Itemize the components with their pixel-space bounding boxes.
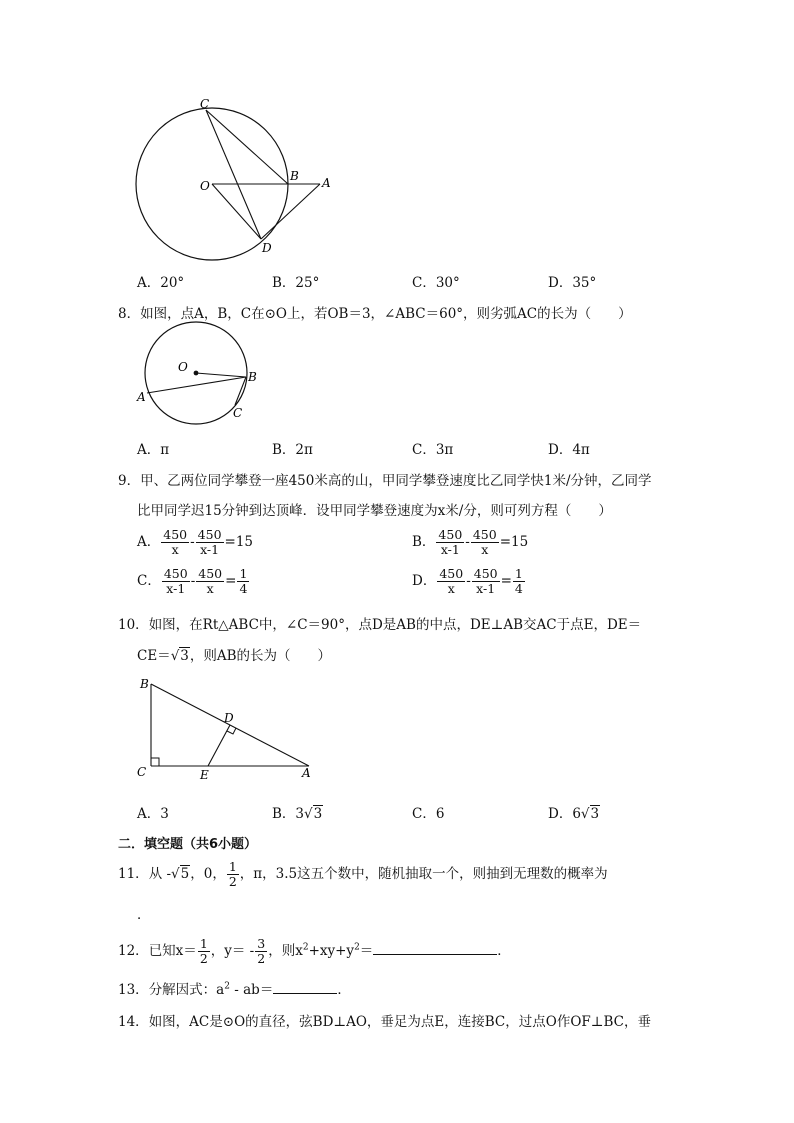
q7-option-d: D．35° [548,275,597,291]
q10-text1: 如图，在Rt△ABC中，∠C＝90°，点D是AB的中点，DE⊥AB交AC于点E，DE＝ [148,617,642,633]
q11-line1 [118,860,608,889]
radicand: 3 [590,806,600,822]
q7-option-b: B．25° [272,275,320,291]
denominator: x-1 [440,542,460,557]
q12-equals: ＝ [359,943,374,959]
denominator: x [171,542,179,557]
q9-option-d [412,567,526,596]
option-label: A． [137,534,161,550]
numerator: 450 [473,566,498,581]
label-b: B [248,370,257,384]
right-angle-c [151,758,159,766]
option-text: B．3 [272,806,305,822]
sqrt-sign: √ [304,806,313,822]
sqrt-sign: √ [170,648,180,664]
q7-option-c: C．30° [412,275,460,291]
q9-option-c [137,567,250,596]
segment-ob [196,373,246,377]
option-text: D．6 [548,806,581,822]
q8-option-c: C．3π [412,442,454,458]
label-d: D [262,241,272,255]
rhs: =15 [499,534,529,550]
q8-number: 8． [118,306,141,322]
denominator: 2 [199,951,208,966]
q9-line2: 比甲同学迟15分钟到达顶峰．设甲同学攀登速度为x米/分，则可列方程（ ） [137,503,612,519]
equals: = [500,573,512,589]
operator: - [466,573,471,589]
radicand: 3 [180,648,189,664]
fraction [513,567,525,596]
radicand: 3 [313,806,323,822]
q10-line1 [118,613,641,633]
q14-number: 14． [118,1014,149,1030]
label-a: A [322,176,331,190]
option-label: B． [412,534,436,550]
operator: - [190,573,196,589]
label-c: C [137,765,147,779]
q9-option-a [137,528,253,557]
q10-option-a: A．3 [137,806,169,822]
q10-option-c: C．6 [412,806,445,822]
fraction [255,937,267,966]
q13-number: 13． [118,982,149,998]
denominator: x [481,542,489,557]
fraction [436,528,464,557]
q12-post: ，则x [268,943,303,959]
q10-line2 [137,644,331,664]
denominator: 2 [257,951,266,966]
label-e: E [200,768,209,782]
fraction [472,567,500,596]
q11-post: ，π，3.5这五个数中，随机抽取一个，则抽到无理数的概率为 [239,866,608,882]
numerator: 450 [163,566,188,581]
q11-mid: ，0， [190,866,226,882]
segment-cb [206,110,288,184]
q14-line [118,1010,651,1030]
segment-cd [206,110,261,239]
q8-option-d: D．4π [548,442,590,458]
segment-ad [261,184,320,239]
numerator: 450 [198,566,223,581]
q9-number: 9． [118,473,141,489]
fraction [162,567,190,596]
option-label: C． [137,573,161,589]
q14-text: 如图，AC是⊙O的直径，弦BD⊥AO，垂足为点E，连接BC，过点O作OF⊥BC，垂 [148,1014,651,1030]
q7-figure [130,92,340,262]
segment-de [208,725,230,766]
fraction [198,937,210,966]
fraction [196,528,224,557]
q10-figure [134,674,324,786]
superscript: 2 [354,942,360,953]
denominator: 2 [228,874,237,889]
numerator: 1 [239,566,248,581]
q7-option-a: A．20° [137,275,185,291]
q11-number: 11． [118,866,149,882]
radicand: 5 [180,866,190,882]
numerator: 450 [439,566,464,581]
operator: - [465,534,470,550]
denominator: x [447,581,455,596]
denominator: x [206,581,214,596]
label-b: B [290,169,299,183]
q9-text1: 甲、乙两位同学攀登一座450米高的山，甲同学攀登速度比乙同学快1米/分钟，乙同学 [140,473,652,489]
fraction [437,567,465,596]
q11-pre: 从 - [148,866,172,882]
denominator: x-1 [476,581,496,596]
fraction [471,528,499,557]
q13-line [118,978,351,998]
label-c: C [233,406,243,420]
answer-blank[interactable] [273,993,337,994]
q10-option-b [272,802,323,822]
q8-text: 如图，点A，B，C在⊙O上，若OB＝3，∠ABC＝60°，则劣弧AC的长为（ ） [140,306,632,322]
q10-text2a: CE＝ [137,648,171,664]
q8-stem [118,302,632,322]
q10-text2b: ，则AB的长为（ ） [189,648,332,664]
denominator: 4 [514,581,523,596]
rhs: =15 [224,534,254,550]
q13-pre: 分解因式：a [148,982,225,998]
numerator: 1 [199,936,208,951]
superscript: 2 [224,981,230,992]
equals: = [225,573,237,589]
sqrt-sign: √ [580,806,590,822]
sqrt-sign: √ [171,866,180,882]
q13-post: - ab＝ [229,982,274,998]
numerator: 1 [228,859,237,874]
q9-option-b [412,528,528,557]
q12-line [118,937,511,966]
q12-pre: 已知x＝ [148,943,197,959]
fraction [227,860,239,889]
label-o: O [200,179,210,193]
option-label: D． [412,573,437,589]
q9-line1 [118,469,652,489]
section-title: 二．填空题（共6小题） [118,837,258,852]
label-b: B [140,677,149,691]
q12-mid: ，y＝ - [210,943,255,959]
q10-option-d [548,802,600,822]
label-o: O [178,360,188,374]
fraction [237,567,249,596]
fraction [196,567,224,596]
q8-figure [132,320,262,428]
q8-option-a: A．π [137,442,170,458]
segment-ab [147,377,246,393]
q8-option-b: B．2π [272,442,313,458]
q10-number: 10． [118,617,149,633]
q13-tail: ． [337,982,351,998]
numerator: 450 [163,527,188,542]
label-a: A [137,390,146,404]
numerator: 1 [514,566,523,581]
q12-post-mid: +xy+y [308,943,355,959]
q12-number: 12． [118,943,149,959]
numerator: 450 [472,527,497,542]
operator: - [190,534,195,550]
answer-blank[interactable] [373,954,497,955]
label-d: D [224,711,234,725]
superscript: 2 [302,942,309,953]
denominator: x-1 [166,581,186,596]
numerator: 450 [438,527,463,542]
denominator: x-1 [200,542,220,557]
label-a: A [302,766,311,780]
q11-tail: ． [137,907,151,923]
denominator: 4 [239,581,248,596]
numerator: 3 [257,936,266,951]
numerator: 450 [197,527,222,542]
label-c: C [200,97,210,111]
segment-od [212,184,261,239]
q12-tail: ． [497,943,511,959]
fraction [161,528,189,557]
